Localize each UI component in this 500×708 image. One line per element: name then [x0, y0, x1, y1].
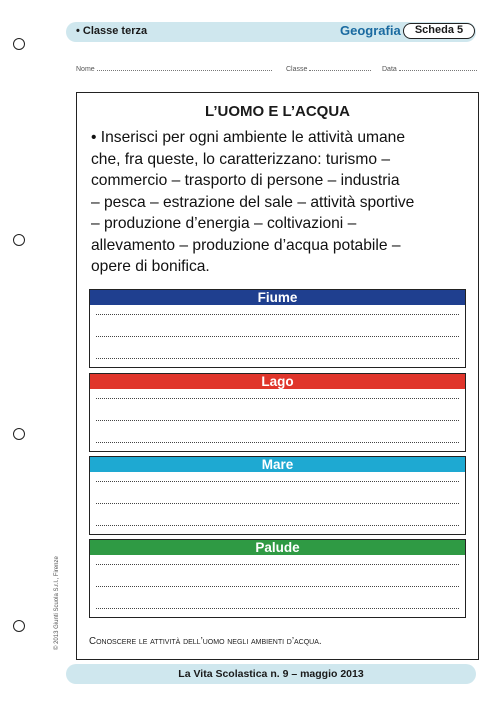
instruction-line: – produzione d’energia – coltivazioni –: [91, 215, 357, 232]
instruction-line: – pesca – estrazione del sale – attività sportive: [91, 193, 415, 211]
section-header-mare: Mare: [90, 457, 465, 472]
learning-objective: Conoscere le attività dell’uomo negli ambienti d’acqua.: [89, 636, 322, 647]
binder-hole-4: [13, 620, 25, 632]
write-line[interactable]: [96, 419, 459, 421]
name-label: Nome: [76, 66, 95, 73]
write-line[interactable]: [96, 502, 459, 504]
write-line[interactable]: [96, 480, 459, 482]
class-label: • Classe terza: [76, 25, 148, 37]
section-palude: [89, 539, 466, 618]
section-lago: [89, 373, 466, 452]
footer-bar: La Vita Scolastica n. 9 – maggio 2013: [66, 664, 476, 684]
worksheet-box: [76, 92, 479, 660]
subject-label: Geografia: [340, 23, 401, 38]
write-line[interactable]: [96, 441, 459, 443]
binder-hole-3: [13, 428, 25, 440]
sheet-number-badge: Scheda 5: [403, 23, 475, 39]
section-fiume: [89, 289, 466, 368]
write-line[interactable]: [96, 607, 459, 609]
section-header-palude: Palude: [90, 540, 465, 555]
worksheet-title: L’UOMO E L’ACQUA: [204, 103, 350, 120]
instruction-line: che, fra queste, lo caratterizzano: turismo –: [91, 150, 391, 168]
date-label: Data: [382, 66, 397, 73]
name-field[interactable]: [76, 64, 272, 73]
name-blank: [97, 64, 272, 71]
header-bar: [66, 22, 476, 42]
date-field[interactable]: [382, 64, 477, 73]
class-field[interactable]: [286, 64, 371, 73]
section-header-lago: Lago: [90, 374, 465, 389]
class-field-label: Classe: [286, 66, 308, 73]
instruction-line: • Inserisci per ogni ambiente le attività umane: [91, 129, 406, 146]
write-line[interactable]: [96, 524, 459, 526]
section-header-fiume: Fiume: [90, 290, 465, 305]
write-line[interactable]: [96, 397, 459, 399]
instruction-line: commercio – trasporto di persone – industria: [91, 172, 400, 189]
instruction-line: opere di bonifica.: [91, 258, 210, 275]
copyright-notice: © 2013 Giunti Scuola S.r.l., Firenze: [54, 556, 60, 650]
write-line[interactable]: [96, 585, 459, 587]
write-line[interactable]: [96, 313, 459, 315]
instructions: [91, 127, 471, 278]
binder-hole-2: [13, 234, 25, 246]
write-line[interactable]: [96, 563, 459, 565]
write-line[interactable]: [96, 335, 459, 337]
instruction-line: allevamento – produzione d’acqua potabile –: [91, 236, 401, 254]
section-mare: [89, 456, 466, 535]
write-line[interactable]: [96, 357, 459, 359]
binder-hole-1: [13, 38, 25, 50]
date-blank: [399, 64, 477, 71]
class-blank: [309, 64, 371, 71]
